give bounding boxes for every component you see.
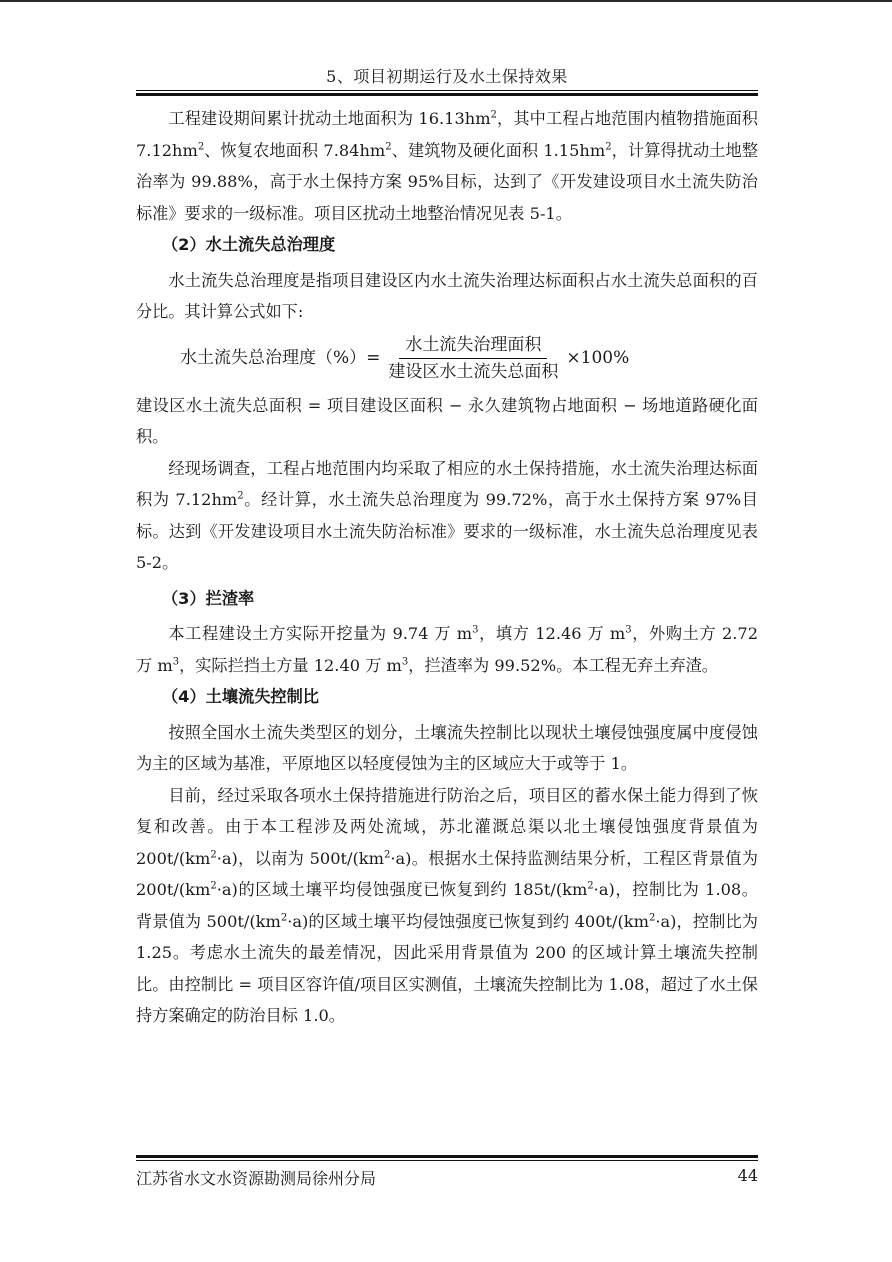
heading-soil-loss-ratio: （4）土壤流失控制比 [162,687,319,706]
header-rule-thick [136,93,758,96]
formula-fraction [382,333,564,384]
paragraph-survey: 经现场调查，工程占地范围内均采取了相应的水土保持措施，水土流失治理达标面积为 $7.12hm^2$。经计算，水土流失总治理度为 99.72%，高于水土保持方案 97%目标。达到《开发建设项目水土流失防治标准》要求的一级标准，水土流失总治理度见表 5-2。 [136,458,758,572]
formula-numerator: 水土流失治理面积 [399,333,547,359]
header-rule-thin [136,90,758,91]
page-top-edge [0,0,892,2]
paragraph-classification: 按照全国水土流失类型区的划分，土壤流失控制比以现状土壤侵蚀强度属中度侵蚀为主的区域为基准，平原地区以轻度侵蚀为主的区域应大于或等于 1。 [136,722,758,773]
paragraph-disturbed-land: 工程建设期间累计扰动土地面积为 $16.13hm^2$，其中工程占地范围内植物措施面积 $7.12hm^2$、恢复农地面积 $7.84hm^2$、建筑物及硬化面积 $1.15hm^2$，计算得扰动土地整治率为 99.88%，高于水土保持方案 95%目标，达到了《开发建设项目水土流失防治标准》要求的一级标准。项目区扰动土地整治情况见表 5-1。 [136,109,759,223]
footer-rule-thin [136,1160,758,1161]
paragraph-area-definition: 建设区水土流失总面积 = 项目建设区面积 − 永久建筑物占地面积 − 场地道路硬化面积。 [136,395,758,446]
paragraph-earthwork: 本工程建设土方实际开挖量为 9.74 万 $m^3$，填方 12.46 万 $m^3$，外购土方 2.72 万 $m^3$，实际拦挡土方量 12.40 万 $m^3$，拦渣率为 99.52%。本工程无弃土弃渣。 [136,624,758,675]
paragraph-control-ratio: 目前，经过采取各项水土保持措施进行防治之后，项目区的蓄水保土能力得到了恢复和改善。由于本工程涉及两处流域，苏北灌溉总渠以北土壤侵蚀强度背景值为 $200t/(km^2\cdot a)$，以南为 $500t/(km^2\cdot a)$。根据水土保持监测结果分析，工程区背景值为 $200t/(km^2\cdot a)$的区域土壤平均侵蚀强度已恢复到约 $185t/(km^2\cdot a)$，控制比为 1.08。背景值为 $500t/(km^2\cdot a)$的区域土壤平均侵蚀强度已恢复到约 $400t/(km^2\cdot a)$，控制比为 1.25。考虑水土流失的最差情况，因此采用背景值为 200 的区域计算土壤流失控制比。由控制比 = 项目区容许值/项目区实测值，土壤流失控制比为 1.08，超过了水土保持方案确定的防治目标 1.0。 [136,785,758,1025]
formula-lhs: 水土流失总治理度（%）= [180,347,381,368]
footer-rule-thick [136,1155,758,1158]
body-text [136,103,758,1032]
formula-rhs: ×100% [566,347,630,368]
heading-total-control: （2）水土流失总治理度 [162,235,336,254]
running-header: 5、项目初期运行及水土保持效果 [326,67,568,86]
page-number: 44 [737,1166,758,1185]
formula [136,328,758,390]
heading-slag-rate: （3）拦渣率 [162,588,255,608]
paragraph-definition: 水土流失总治理度是指项目建设区内水土流失治理达标面积占水土流失总面积的百分比。其计算公式如下: [136,270,758,321]
footer-organization: 江苏省水文水资源勘测局徐州分局 [136,1169,377,1188]
formula-denominator: 建设区水土流失总面积 [388,362,559,382]
